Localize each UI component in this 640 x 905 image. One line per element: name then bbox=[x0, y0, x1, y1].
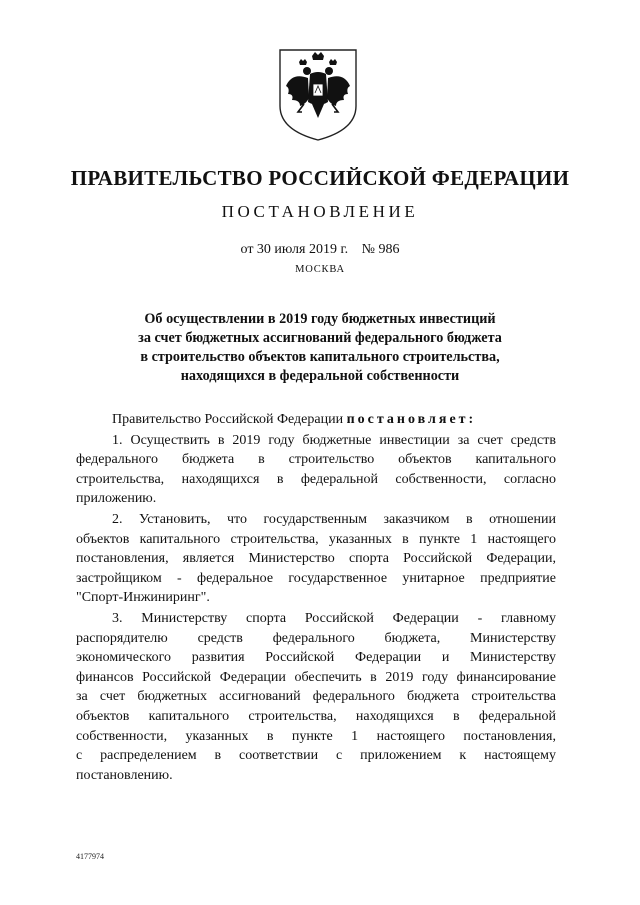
paragraph-line: 3. Министерству спорта Российской Федерации - главному bbox=[112, 610, 556, 626]
document-type: ПОСТАНОВЛЕНИЕ bbox=[221, 202, 419, 221]
paragraph-line: федерального бюджета в строительство объектов капитального bbox=[76, 452, 556, 468]
paragraph-line: строительства, находящихся в федеральной собственности, согласно bbox=[76, 471, 556, 487]
document-number: № 986 bbox=[361, 242, 400, 257]
title-line: Об осуществлении в 2019 году бюджетных инвестиций bbox=[144, 311, 496, 327]
paragraph-1 bbox=[76, 431, 556, 509]
intro-keyword: постановляет: bbox=[346, 412, 477, 427]
paragraph-line: с распределением в соответствии с приложением к настоящему bbox=[76, 748, 556, 764]
paragraph-line: финансов Российской Федерации обеспечить в 2019 году финансирование bbox=[76, 669, 556, 685]
paragraph-3 bbox=[76, 609, 556, 785]
document-body bbox=[76, 410, 556, 785]
government-heading: ПРАВИТЕЛЬСТВО РОССИЙСКОЙ ФЕДЕРАЦИИ bbox=[70, 166, 570, 190]
title-line: за счет бюджетных ассигнований федерального бюджета bbox=[138, 330, 502, 346]
document-code: 4177974 bbox=[76, 852, 104, 861]
coat-of-arms-emblem bbox=[272, 46, 364, 142]
intro-line bbox=[76, 410, 556, 430]
paragraph-line: "Спорт-Инжиниринг". bbox=[76, 590, 210, 606]
document-title bbox=[60, 310, 580, 386]
paragraph-line: собственности, указанных в пункте 1 настоящего постановления, bbox=[76, 728, 556, 744]
city-label: МОСКВА bbox=[295, 264, 345, 275]
paragraph-line: распорядителю средств федерального бюджета, Министерству bbox=[76, 630, 556, 646]
title-line: находящихся в федеральной собственности bbox=[180, 368, 460, 384]
paragraph-2 bbox=[76, 510, 556, 608]
date-line bbox=[0, 242, 640, 258]
paragraph-line: 2. Установить, что государственным заказчиком в отношении bbox=[112, 511, 556, 527]
paragraph-line: приложению. bbox=[76, 491, 157, 507]
paragraph-line: за счет бюджетных ассигнований федерального бюджета строительства bbox=[76, 689, 556, 705]
paragraph-line: объектов капитального строительства, указанных в пункте 1 настоящего bbox=[76, 531, 556, 547]
paragraph-line: застройщиком - федеральное государственное унитарное предприятие bbox=[76, 570, 556, 586]
title-line: в строительство объектов капитального строительства, bbox=[140, 349, 500, 365]
paragraph-line: постановлению. bbox=[76, 767, 173, 783]
paragraph-line: постановления, является Министерство спорта Российской Федерации, bbox=[76, 551, 556, 567]
intro-prefix: Правительство Российской Федерации bbox=[112, 412, 344, 427]
paragraph-line: экономического развития Российской Федерации и Министерству bbox=[76, 650, 556, 666]
document-date: от 30 июля 2019 г. bbox=[240, 242, 349, 257]
paragraph-line: 1. Осуществить в 2019 году бюджетные инвестиции за счет средств bbox=[112, 432, 556, 448]
paragraph-line: объектов капитального строительства, находящихся в федеральной bbox=[76, 708, 556, 724]
